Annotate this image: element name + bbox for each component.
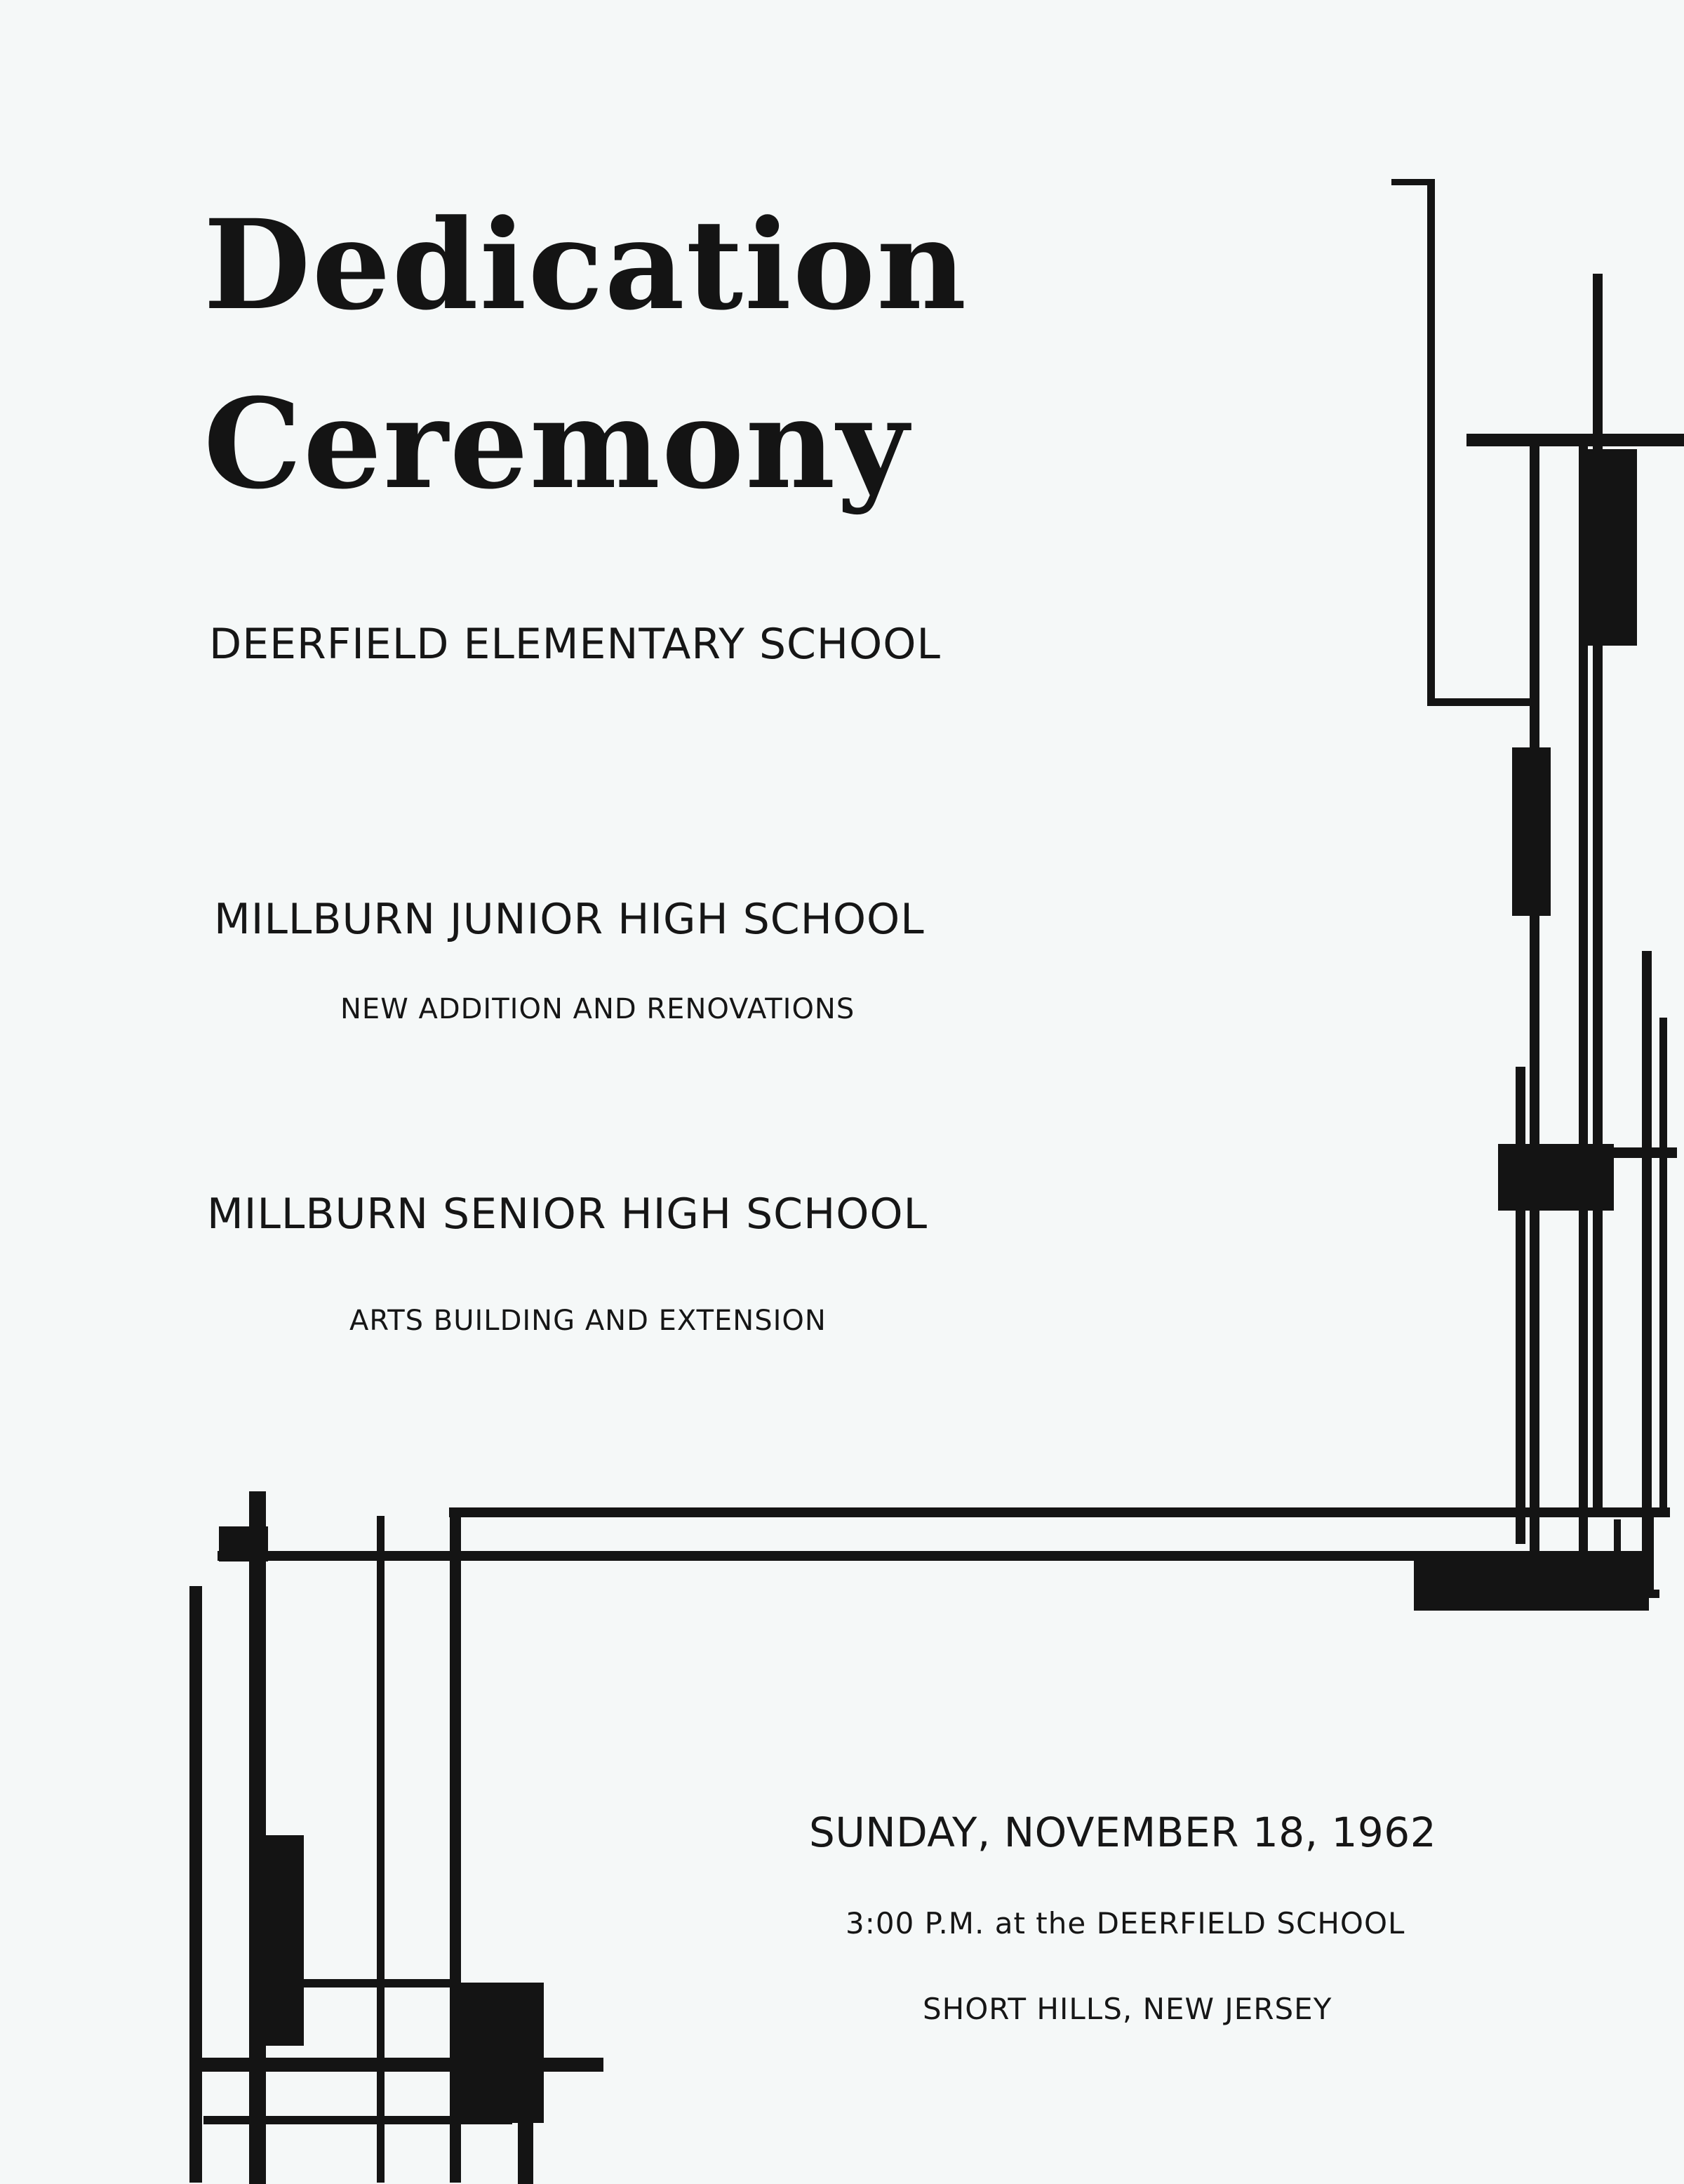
school-name-deerfield: DEERFIELD ELEMENTARY SCHOOL [209, 620, 941, 669]
school-note-senior-high: ARTS BUILDING AND EXTENSION [349, 1305, 827, 1337]
school-name-senior-high: MILLBURN SENIOR HIGH SCHOOL [207, 1190, 928, 1239]
event-date: SUNDAY, NOVEMBER 18, 1962 [809, 1809, 1437, 1856]
upper-right-frame [1391, 179, 1684, 1583]
event-location: SHORT HILLS, NEW JERSEY [923, 1992, 1332, 2026]
horizontal-bars [218, 1507, 1670, 1611]
page-title-line-2: Ceremony [203, 371, 910, 517]
school-name-junior-high: MILLBURN JUNIOR HIGH SCHOOL [214, 895, 925, 944]
page-title-line-1: Dedication [203, 192, 968, 338]
event-time-place: 3:00 P.M. at the DEERFIELD SCHOOL [846, 1906, 1405, 1940]
school-note-junior-high: NEW ADDITION AND RENOVATIONS [340, 993, 855, 1025]
lower-left-frame [189, 1491, 603, 2184]
